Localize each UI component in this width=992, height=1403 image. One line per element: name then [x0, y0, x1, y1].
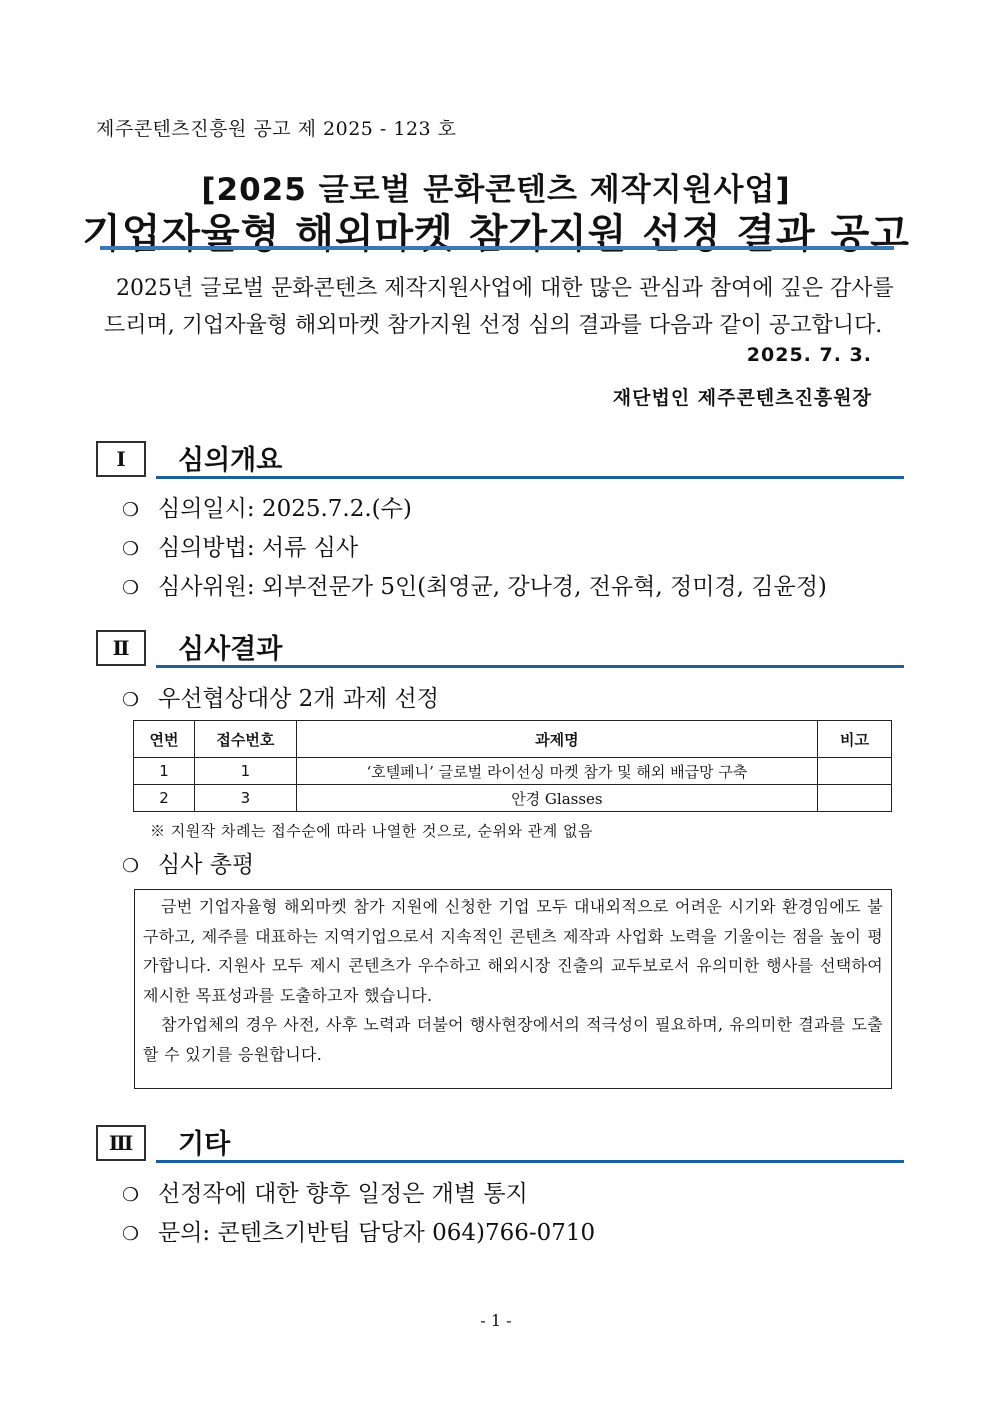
- intro-line1: 2025년 글로벌 문화콘텐츠 제작지원사업에 대한 많은 관심과 참여에 깊은 감사를: [116, 276, 894, 301]
- circle-bullet-icon: ❍: [122, 577, 140, 599]
- circle-bullet-icon: ❍: [122, 1223, 140, 1245]
- section2-bullet-review: [122, 846, 254, 879]
- table-header-row: [134, 721, 892, 758]
- cell-remarks: [818, 758, 892, 785]
- header-remarks: 비고: [818, 721, 892, 758]
- review-committee: 심사위원: 외부전문가 5인(최영균, 강나경, 전유혁, 정미경, 김윤정): [158, 574, 827, 600]
- section2-bullet-selection: [122, 680, 439, 713]
- section2-underline: [156, 665, 904, 668]
- circle-bullet-icon: ❍: [122, 538, 140, 560]
- review-summary-heading: 심사 총평: [158, 852, 255, 878]
- review-paragraph-2: 참가업체의 경우 사전, 사후 노력과 더불어 행사현장에서의 적극성이 필요하며, 유의미한 결과를 도출할 수 있기를 응원합니다.: [143, 1015, 883, 1064]
- circle-bullet-icon: ❍: [122, 855, 140, 877]
- table-note: ※ 지원작 차례는 접수순에 따라 나열한 것으로, 순위와 관계 없음: [150, 822, 593, 840]
- section3-bullet-2: [122, 1214, 595, 1247]
- section3-number: Ⅲ: [96, 1125, 146, 1161]
- cell-receipt-no: 1: [194, 758, 296, 785]
- cell-remarks: [818, 785, 892, 812]
- section1-number: Ⅰ: [96, 441, 146, 477]
- intro-line2: 드리며, 기업자율형 해외마켓 참가지원 선정 심의 결과를 다음과 같이 공고합니다.: [104, 313, 883, 338]
- section3-underline: [156, 1160, 904, 1163]
- organization-name: 재단법인 제주콘텐츠진흥원장: [612, 387, 872, 409]
- page-number: - 1 -: [480, 1311, 512, 1330]
- header-project-name: 과제명: [296, 721, 817, 758]
- results-table: [133, 720, 892, 812]
- schedule-notice: 선정작에 대한 향후 일정은 개별 통지: [158, 1181, 528, 1207]
- cell-seq: 1: [134, 758, 195, 785]
- section1-underline: [156, 476, 904, 479]
- review-method: 심의방법: 서류 심사: [158, 535, 359, 561]
- header-receipt-no: 접수번호: [194, 721, 296, 758]
- circle-bullet-icon: ❍: [122, 499, 140, 521]
- notice-date: 2025. 7. 3.: [746, 344, 872, 366]
- intro-text: [104, 270, 894, 344]
- section1-title: 심의개요: [178, 445, 283, 476]
- section1-bullet-1: [122, 490, 412, 523]
- cell-project-name: 안경 Glasses: [296, 785, 817, 812]
- review-paragraph-1: 금번 기업자율형 해외마켓 참가 지원에 신청한 기업 모두 대내외적으로 어려운 시기와 환경임에도 불구하고, 제주를 대표하는 지역기업으로서 지속적인 콘텐츠 제작과 사업화 노력을 기울이는 점을 높이 평가합니다. 지원사 모두 제시 콘텐츠가 우수하고 해외시장 진출의 교두보로서 유의미한 행사를 선택하여 제시한 목표성과를 도출하고자 했습니다.: [143, 897, 883, 1005]
- table-row: [134, 785, 892, 812]
- cell-project-name: ‘호텔페니’ 글로벌 라이선싱 마켓 참가 및 해외 배급망 구축: [296, 758, 817, 785]
- circle-bullet-icon: ❍: [122, 1184, 140, 1206]
- section3-title: 기타: [178, 1129, 231, 1160]
- section2-title: 심사결과: [178, 634, 283, 665]
- contact-info: 문의: 콘텐츠기반팀 담당자 064)766-0710: [158, 1220, 596, 1246]
- title-line2: 기업자율형 해외마켓 참가지원 선정 결과 공고: [82, 211, 910, 257]
- section3-bullet-1: [122, 1175, 528, 1208]
- cell-seq: 2: [134, 785, 195, 812]
- title-line1: [2025 글로벌 문화콘텐츠 제작지원사업]: [201, 172, 791, 208]
- circle-bullet-icon: ❍: [122, 689, 140, 711]
- section2-number: Ⅱ: [96, 630, 146, 666]
- cell-receipt-no: 3: [194, 785, 296, 812]
- title-underline: [100, 246, 894, 250]
- notice-number: 제주콘텐츠진흥원 공고 제 2025 - 123 호: [96, 118, 457, 140]
- section1-bullet-2: [122, 529, 358, 562]
- table-row: [134, 758, 892, 785]
- review-summary-box: [134, 889, 892, 1089]
- selection-summary: 우선협상대상 2개 과제 선정: [158, 686, 439, 712]
- header-seq: 연번: [134, 721, 195, 758]
- review-date: 심의일시: 2025.7.2.(수): [158, 496, 412, 522]
- section1-bullet-3: [122, 568, 827, 601]
